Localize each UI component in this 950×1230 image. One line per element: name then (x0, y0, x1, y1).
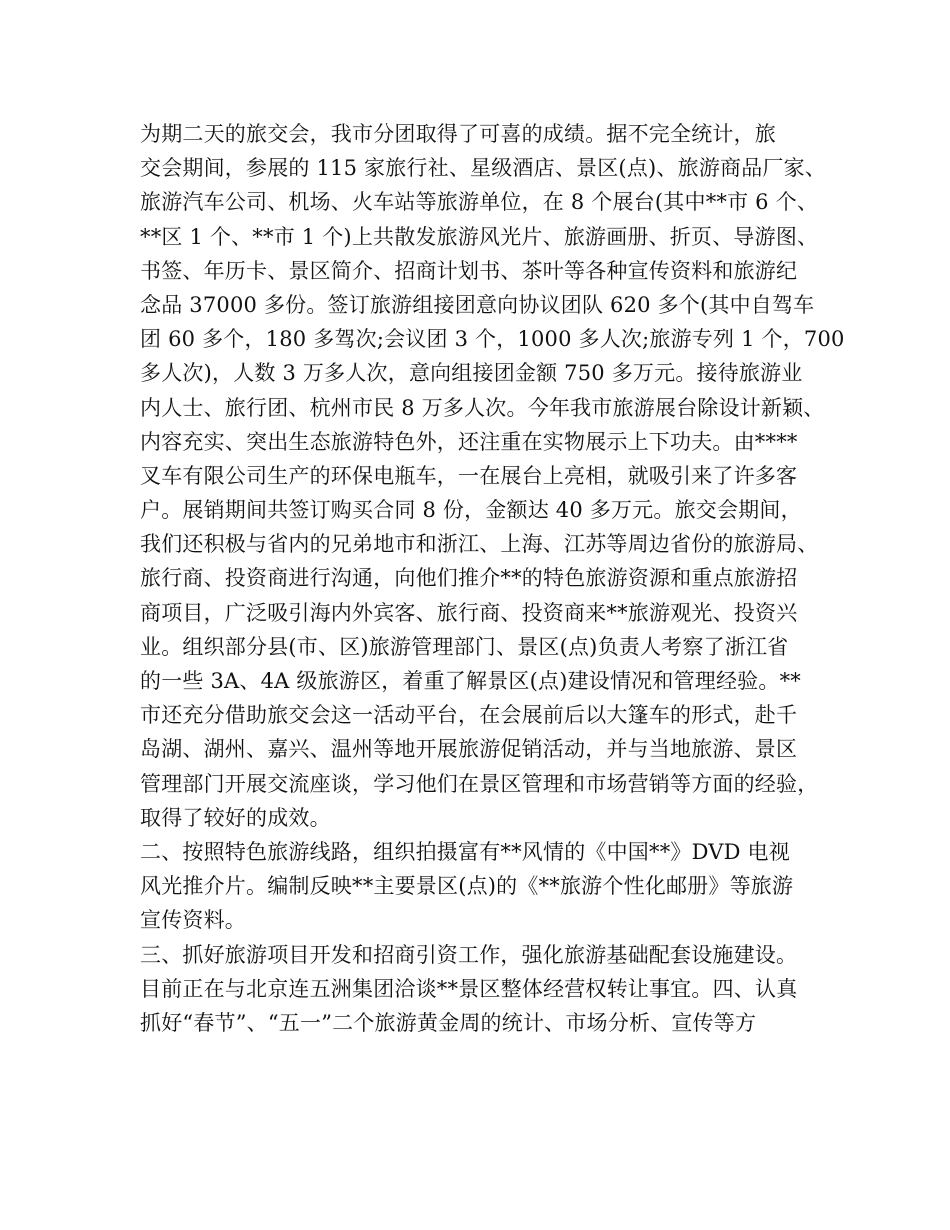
text-line: 目前正在与北京连五洲集团洽谈**景区整体经营权转让事宜。四、认真 (140, 976, 798, 1001)
text-line: 三、抓好旅游项目开发和招商引资工作，强化旅游基础配套设施建设。 (140, 942, 798, 967)
text-line: 内容充实、突出生态旅游特色外，还注重在实物展示上下功夫。由**** (140, 429, 798, 454)
text-line: 取得了较好的成效。 (140, 805, 331, 830)
text-line: 岛湖、湖州、嘉兴、温州等地开展旅游促销活动，并与当地旅游、景区 (140, 737, 798, 762)
text-line: 内人士、旅行团、杭州市民 8 万多人次。今年我市旅游展台除设计新颖、 (140, 395, 825, 420)
text-line: 交会期间，参展的 115 家旅行社、星级酒店、景区(点)、旅游商品厂家、 (140, 156, 827, 181)
text-line: 团 60 多个，180 多驾次;会议团 3 个，1000 多人次;旅游专列 1 个，700 (140, 327, 845, 352)
text-line: 叉车有限公司生产的环保电瓶车，一在展台上亮相，就吸引来了许多客 (140, 463, 798, 488)
text-line: 户。展销期间共签订购买合同 8 份，金额达 40 多万元。旅交会期间， (140, 498, 802, 523)
text-line: 书签、年历卡、景区简介、招商计划书、茶叶等各种宣传资料和旅游纪 (140, 258, 798, 283)
text-line: 旅行商、投资商进行沟通，向他们推介**的特色旅游资源和重点旅游招 (140, 566, 798, 591)
text-line: 抓好“春节”、“五一”二个旅游黄金周的统计、市场分析、宣传等方 (140, 1010, 757, 1035)
text-line: 的一些 3A、4A 级旅游区，着重了解景区(点)建设情况和管理经验。** (140, 669, 801, 693)
text-line: 风光推介片。编制反映**主要景区(点)的《**旅游个性化邮册》等旅游 (140, 874, 794, 899)
text-line: 宣传资料。 (140, 908, 246, 933)
text-line: 商项目，广泛吸引海内外宾客、旅行商、投资商来**旅游观光、投资兴 (140, 600, 798, 625)
text-line: 市还充分借助旅交会这一活动平台，在会展前后以大篷车的形式，赴千 (140, 703, 798, 728)
text-line: 念品 37000 多份。签订旅游组接团意向协议团队 620 多个(其中自驾车 (140, 292, 815, 317)
text-line: 管理部门开展交流座谈，学习他们在景区管理和市场营销等方面的经验， (140, 771, 819, 796)
text-line: 为期二天的旅交会，我市分团取得了可喜的成绩。据不完全统计，旅 (140, 122, 776, 146)
text-line: 二、按照特色旅游线路，组织拍摄富有**风情的《中国**》DVD 电视 (140, 839, 790, 864)
text-line: **区 1 个、**市 1 个)上共散发旅游风光片、旅游画册、折页、导游图、 (140, 224, 819, 249)
text-line: 我们还积极与省内的兄弟地市和浙江、上海、江苏等周边省份的旅游局、 (140, 532, 819, 557)
document-body (140, 117, 845, 1040)
text-line: 旅游汽车公司、机场、火车站等旅游单位，在 8 个展台(其中**市 6 个、 (140, 190, 819, 215)
text-line: 业。组织部分县(市、区)旅游管理部门、景区(点)负责人考察了浙江省 (140, 634, 789, 659)
text-line: 多人次)，人数 3 万多人次，意向组接团金额 750 多万元。接待旅游业 (140, 361, 803, 386)
